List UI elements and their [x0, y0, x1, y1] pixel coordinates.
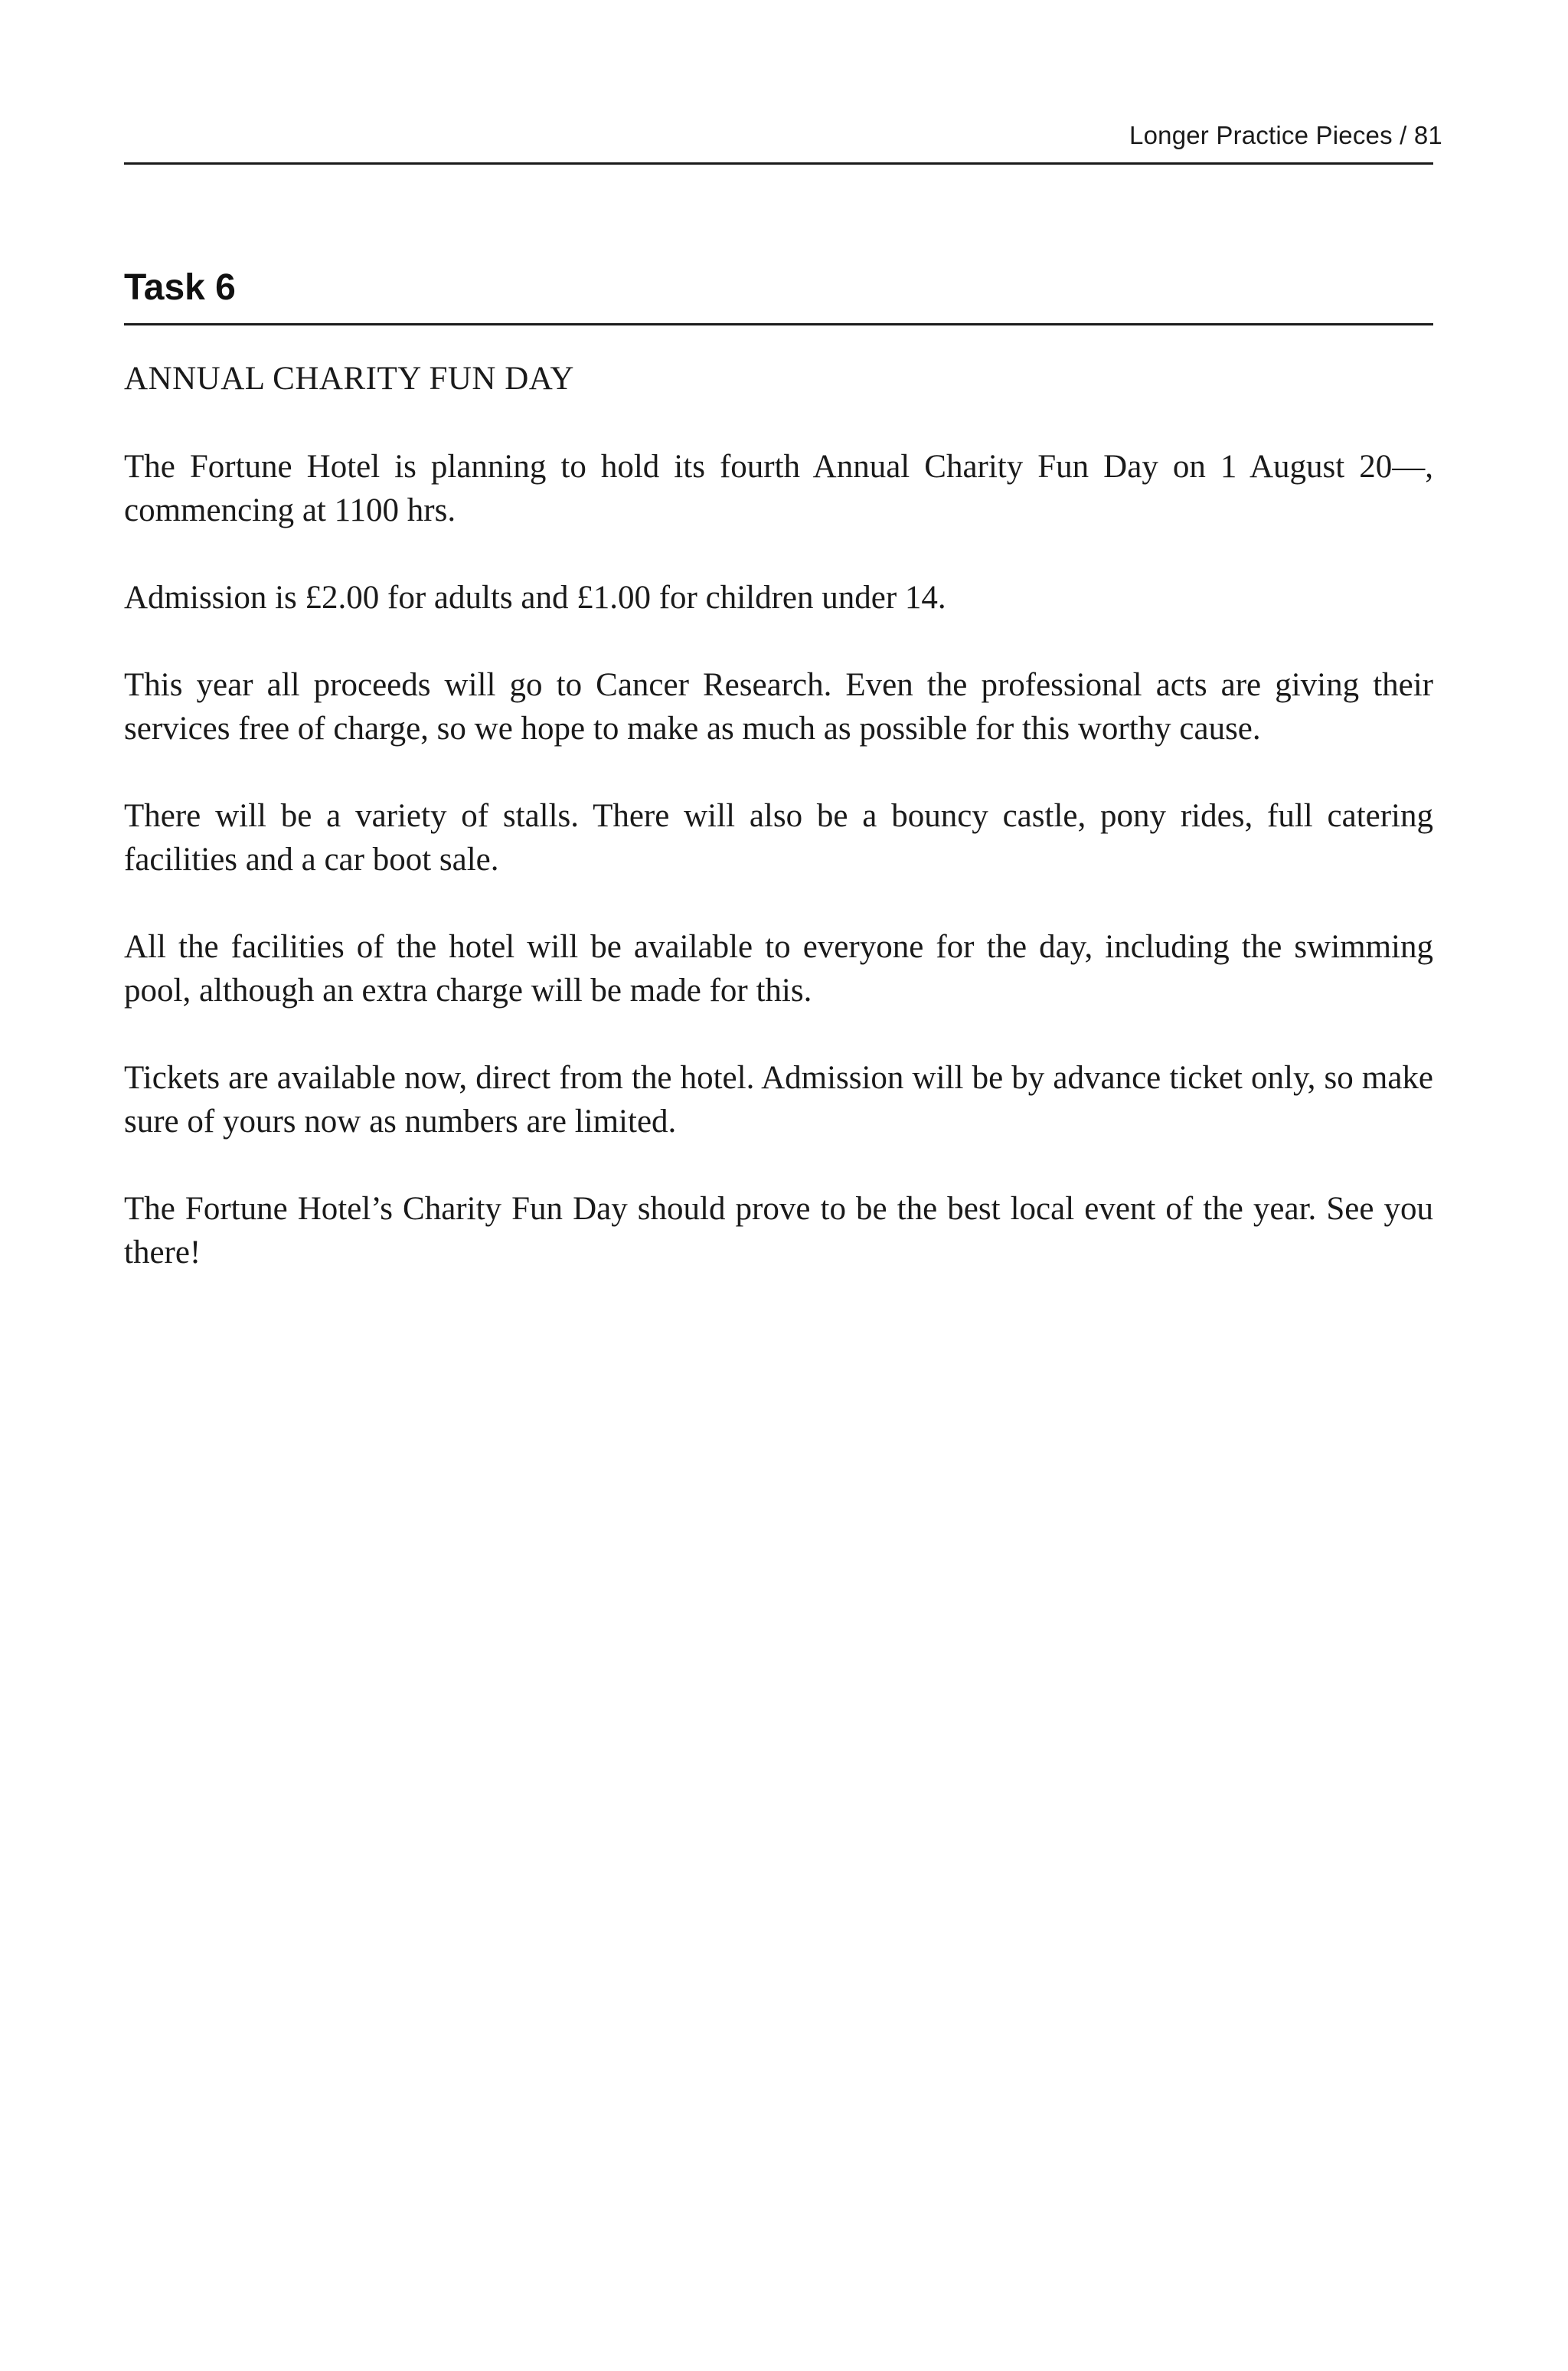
paragraph-closing: The Fortune Hotel’s Charity Fun Day should prove to be the best local event of the year. See you there! — [124, 1191, 1433, 1271]
task-heading: Task 6 — [124, 267, 236, 308]
paragraph-tickets: Tickets are available now, direct from the hotel. Admission will be by advance ticket only, so make sure of yours now as numbers are limited. — [124, 1060, 1433, 1140]
paragraph-proceeds: This year all proceeds will go to Cancer Research. Even the professional acts are giving their services free of charge, so we hope to make as much as possible for this worthy cause. — [124, 667, 1433, 747]
running-head: Longer Practice Pieces / 81 — [1129, 121, 1442, 149]
paragraph-stalls: There will be a variety of stalls. There will also be a bouncy castle, pony rides, full catering facilities and a car boot sale. — [124, 798, 1433, 878]
task-rule — [124, 323, 1433, 325]
paragraph-event-date: The Fortune Hotel is planning to hold its fourth Annual Charity Fun Day on 1 August 20—, commencing at 1100 hrs. — [124, 449, 1433, 528]
document-body — [124, 357, 1433, 1318]
document-title: ANNUAL CHARITY FUN DAY — [124, 361, 574, 397]
paragraph-admission: Admission is £2.00 for adults and £1.00 for children under 14. — [124, 580, 946, 616]
paragraph-facilities: All the facilities of the hotel will be available to everyone for the day, including the swimming pool, although an extra charge will be made for this. — [124, 929, 1433, 1009]
header-rule — [124, 162, 1433, 165]
